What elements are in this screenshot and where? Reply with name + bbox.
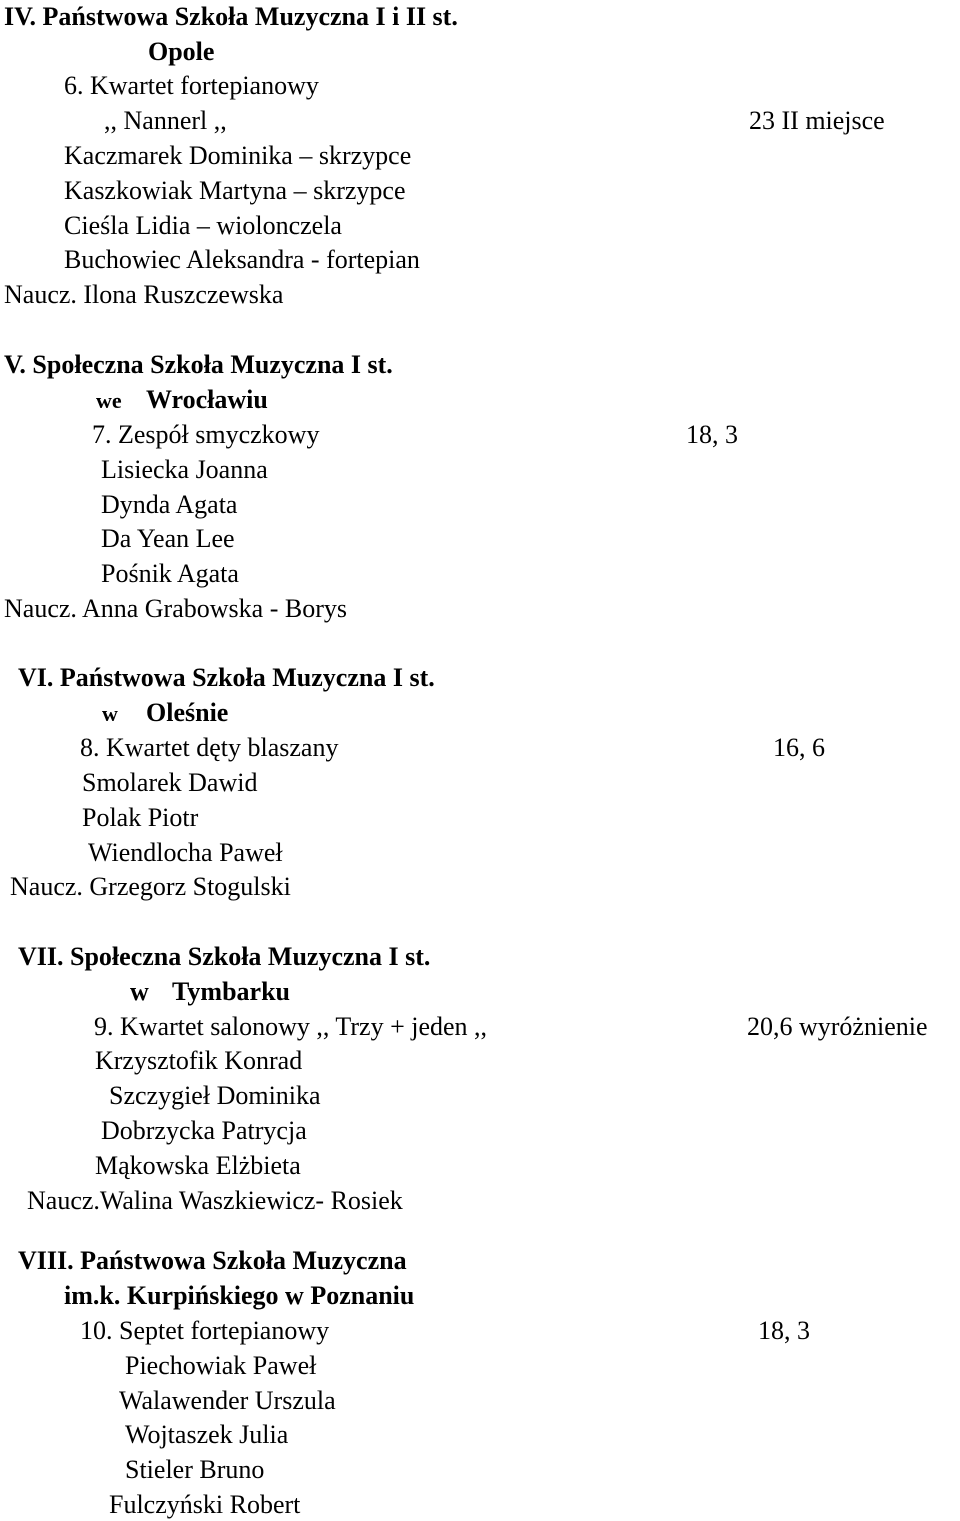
member: Wiendlocha Paweł [88, 838, 283, 867]
section-city: Tymbarku [172, 977, 290, 1006]
entry-score: 23 II miejsce [749, 106, 885, 135]
member: Dynda Agata [101, 490, 238, 519]
section-heading-line2: im.k. Kurpińskiego w Poznaniu [64, 1281, 415, 1310]
member: Walawender Urszula [119, 1386, 336, 1415]
section-city-prefix: we [96, 388, 122, 413]
member: Kaczmarek Dominika – skrzypce [64, 141, 412, 170]
member: Fulczyński Robert [109, 1490, 301, 1519]
section-city: Opole [148, 37, 215, 66]
section-heading: VIII. Państwowa Szkoła Muzyczna [18, 1246, 407, 1275]
member: Szczygieł Dominika [109, 1081, 321, 1110]
member: Piechowiak Paweł [125, 1351, 317, 1380]
member: Krzysztofik Konrad [95, 1046, 303, 1075]
teacher: Naucz. Anna Grabowska - Borys [4, 594, 347, 623]
member: Da Yean Lee [101, 524, 235, 553]
section-city: Oleśnie [146, 698, 229, 727]
member: Kaszkowiak Martyna – skrzypce [64, 176, 406, 205]
section-heading: VI. Państwowa Szkoła Muzyczna I st. [18, 663, 435, 692]
entry-title: 10. Septet fortepianowy [80, 1316, 330, 1345]
entry-title: 8. Kwartet dęty blaszany [80, 733, 339, 762]
member: Mąkowska Elżbieta [95, 1151, 301, 1180]
member: Polak Piotr [82, 803, 199, 832]
member: Lisiecka Joanna [101, 455, 268, 484]
section-heading: V. Społeczna Szkoła Muzyczna I st. [4, 350, 393, 379]
teacher: Naucz.Walina Waszkiewicz- Rosiek [27, 1186, 403, 1215]
entry-score: 16, 6 [773, 733, 825, 762]
entry-title: 7. Zespół smyczkowy [92, 420, 320, 449]
entry-title: 9. Kwartet salonowy ,, Trzy + jeden ,, [94, 1012, 488, 1041]
teacher: Naucz. Grzegorz Stogulski [10, 872, 291, 901]
teacher: Naucz. Ilona Ruszczewska [4, 280, 284, 309]
entry-score: 18, 3 [758, 1316, 810, 1345]
member: Smolarek Dawid [82, 768, 258, 797]
section-heading: IV. Państwowa Szkoła Muzyczna I i II st. [4, 2, 458, 31]
member: Stieler Bruno [125, 1455, 265, 1484]
section-heading: VII. Społeczna Szkoła Muzyczna I st. [18, 942, 431, 971]
member: Buchowiec Aleksandra - fortepian [64, 245, 420, 274]
member: Cieśla Lidia – wiolonczela [64, 211, 342, 240]
ensemble-name: ,, Nannerl ,, [104, 106, 227, 135]
section-city: Wrocławiu [146, 385, 268, 414]
section-city-prefix: w [102, 701, 118, 726]
section-city-prefix: w [130, 977, 149, 1006]
entry-score: 18, 3 [686, 420, 738, 449]
entry-score: 20,6 wyróżnienie [747, 1012, 928, 1041]
member: Pośnik Agata [101, 559, 239, 588]
member: Dobrzycka Patrycja [101, 1116, 307, 1145]
member: Wojtaszek Julia [125, 1420, 289, 1449]
entry-title: 6. Kwartet fortepianowy [64, 71, 319, 100]
